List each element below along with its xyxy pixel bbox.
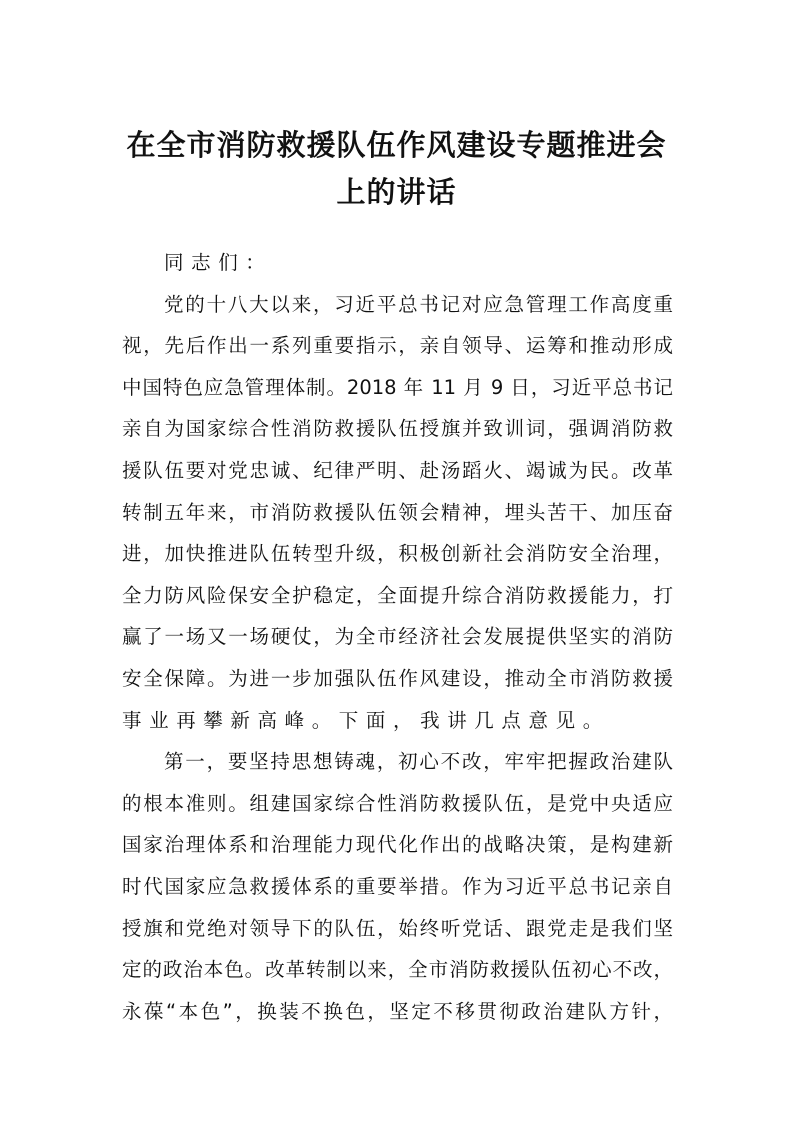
paragraph-line: 授旗和党绝对领导下的队伍，始终听党话、跟党走是我们坚 — [122, 916, 673, 940]
paragraph — [122, 741, 673, 1032]
paragraph-line: 党的十八大以来，习近平总书记对应急管理工作高度重 — [164, 292, 673, 316]
paragraph-line: 转制五年来，市消防救援队伍领会精神，埋头苦干、加压奋 — [122, 500, 673, 524]
paragraph-line: 永葆“本色”，换装不换色，坚定不移贯彻政治建队方针， — [122, 999, 673, 1023]
paragraph-line: 定的政治本色。改革转制以来，全市消防救援队伍初心不改， — [122, 958, 673, 982]
paragraph-line: 视，先后作出一系列重要指示，亲自领导、运筹和推动形成 — [122, 334, 673, 358]
paragraph-line: 时代国家应急救援体系的重要举措。作为习近平总书记亲自 — [122, 874, 673, 898]
salutation: 同志们： — [164, 251, 273, 274]
document-body — [122, 242, 673, 1032]
paragraph-line: 事业再攀新高峰。下面，我讲几点意见。 — [122, 708, 610, 732]
paragraph-line: 的根本准则。组建国家综合性消防救援队伍，是党中央适应 — [122, 791, 673, 815]
document-title-line-1: 在全市消防救援队伍作风建设专题推进会 — [126, 128, 667, 162]
paragraph-line: 赢了一场又一场硬仗，为全市经济社会发展提供坚实的消防 — [122, 625, 673, 649]
paragraph-line: 援队伍要对党忠诚、纪律严明、赴汤蹈火、竭诚为民。改革 — [122, 458, 673, 482]
paragraph-line: 全力防风险保安全护稳定，全面提升综合消防救援能力，打 — [122, 583, 673, 607]
paragraph-line: 亲自为国家综合性消防救援队伍授旗并致训词，强调消防救 — [122, 417, 673, 441]
document-title-line-2: 上的讲话 — [336, 175, 457, 209]
paragraph-line: 第一，要坚持思想铸魂，初心不改，牢牢把握政治建队 — [164, 750, 673, 774]
paragraph-line: 国家治理体系和治理能力现代化作出的战略决策，是构建新 — [122, 833, 673, 857]
paragraph-line: 安全保障。为进一步加强队伍作风建设，推动全市消防救援 — [122, 666, 673, 690]
paragraph — [122, 284, 673, 742]
paragraph-line: 进，加快推进队伍转型升级，积极创新社会消防安全治理， — [122, 542, 673, 566]
paragraph-line: 中国特色应急管理体制。2018 年 11 月 9 日，习近平总书记 — [122, 375, 673, 399]
